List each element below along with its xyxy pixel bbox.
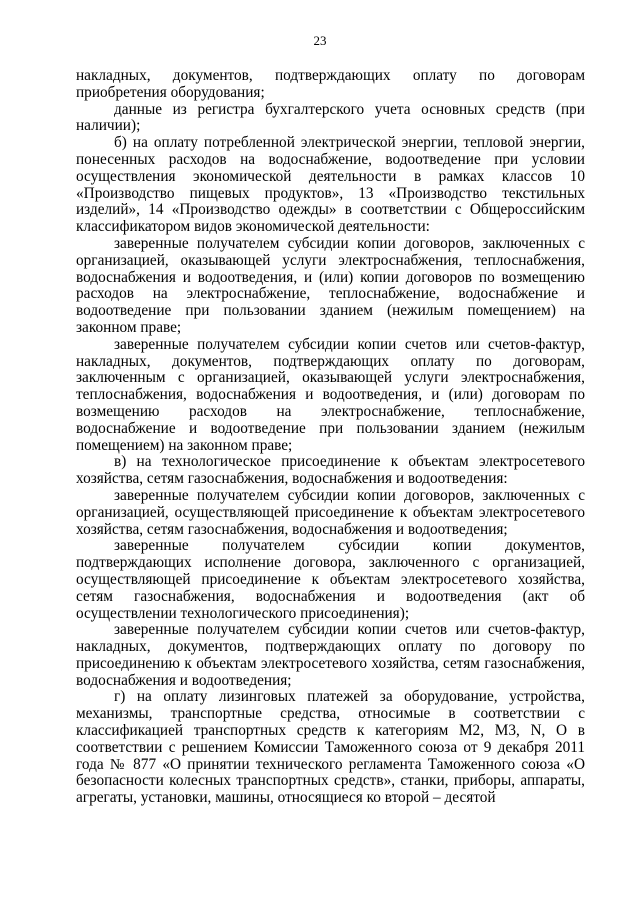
- paragraph-9: заверенные получателем субсидии копии счетов или счетов-фактур, накладных, документов, подтверждающих оплату по договору по присоединению к объектам электросетевого хозяйства, сетям газоснабжения, водоснабжения и водоотведения;: [76, 621, 585, 689]
- paragraph-3: б) на оплату потребленной электрической энергии, тепловой энергии, понесенных расходов на водоснабжение, водоотведение при условии осуществления экономической деятельности в рамках классов 10 «Производство пищевых продуктов», 13 «Производство текстильных изделий», 14 «Производство одежды» в соответствии с Общероссийским классификатором видов экономической деятельности:: [76, 134, 585, 236]
- paragraph-4: заверенные получателем субсидии копии договоров, заключенных с организацией, оказывающей услуги электроснабжения, теплоснабжения, водоснабжения и водоотведения, и (или) копии договоров по возмещению расходов на электроснабжение, теплоснабжение, водоснабжение и водоотведение при пользовании зданием (нежилым помещением) на законном праве;: [76, 234, 585, 336]
- paragraph-10: г) на оплату лизинговых платежей за оборудование, устройства, механизмы, транспортные средства, относимые в соответствии с классификацией транспортных средств к категориям М2, М3, N, О в соответствии с решением Комиссии Таможенного союза от 9 декабря 2011 года № 877 «О принятии технического регламента Таможенного союза «О безопасности колесных транспортных средств», станки, приборы, аппараты, агрегаты, установки, машины, относящиеся ко второй – десятой: [76, 688, 585, 807]
- paragraph-1: накладных, документов, подтверждающих оплату по договорам приобретения оборудования;: [76, 67, 585, 101]
- paragraph-8: заверенные получателем субсидии копии документов, подтверждающих исполнение договора, заключенного с организацией, осуществляющей присоединение к объектам электросетевого хозяйства, сетям газоснабжения, водоснабжения и водоотведения (акт об осуществлении технологического присоединения);: [76, 537, 585, 622]
- paragraph-2: данные из регистра бухгалтерского учета основных средств (при наличии);: [76, 100, 585, 135]
- paragraph-7: заверенные получателем субсидии копии договоров, заключенных с организацией, осуществляющей присоединение к объектам электросетевого хозяйства, сетям газоснабжения, водоснабжения и водоотведения;: [76, 486, 585, 538]
- document-body: [76, 68, 585, 807]
- page-number: 23: [313, 33, 327, 48]
- paragraph-5: заверенные получателем субсидии копии счетов или счетов-фактур, накладных, документов, подтверждающих оплату по договорам, заключенным с организацией, оказывающей услуги электроснабжения, теплоснабжения, водоснабжения и водоотведения, и (или) договорам по возмещению расходов на электроснабжение, теплоснабжение, водоснабжение и водоотведение при пользовании зданием (нежилым помещением) на законном праве;: [76, 335, 585, 454]
- paragraph-6: в) на технологическое присоединение к объектам электросетевого хозяйства, сетям газоснабжения, водоснабжения и водоотведения:: [76, 453, 585, 488]
